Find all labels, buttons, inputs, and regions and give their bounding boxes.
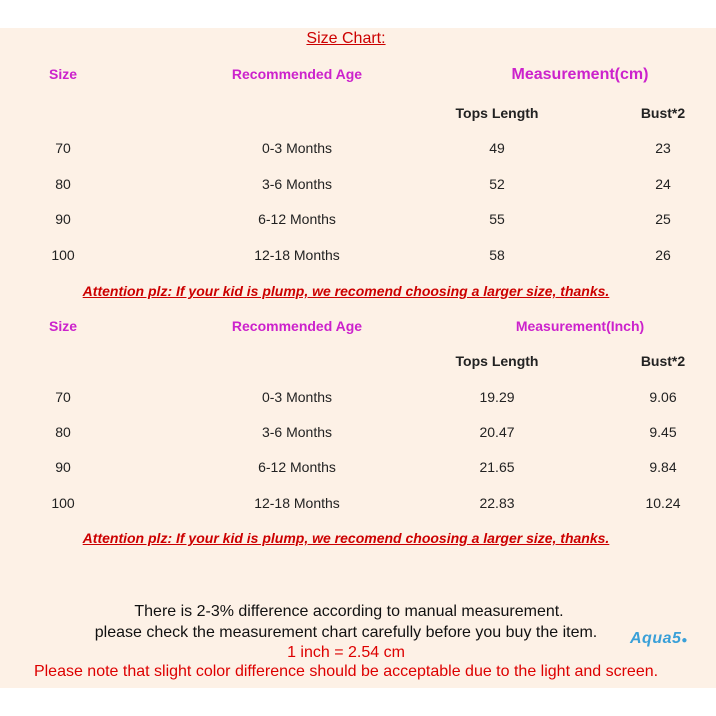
subheader-tops-length: Tops Length [455,105,539,121]
cell-age: 3-6 Months [261,424,333,440]
subheader-bust: Bust*2 [640,105,686,121]
cell-age: 3-6 Months [261,176,333,192]
check-chart-note: please check the measurement chart carefully before you buy the item. [94,624,598,641]
attention-note: Attention plz: If your kid is plump, we recomend choosing a larger size, thanks. [82,530,610,546]
cell-size: 80 [55,176,71,192]
cell-size: 90 [55,459,71,475]
cell-bust: 24 [655,176,671,192]
cell-tops-length: 58 [489,247,505,263]
cell-size: 100 [51,247,75,263]
cell-age: 0-3 Months [261,140,333,156]
cell-size: 90 [55,211,71,227]
cell-tops-length: 20.47 [479,424,515,440]
cell-age: 12-18 Months [254,495,340,511]
cell-tops-length: 22.83 [479,495,515,511]
cell-bust: 10.24 [645,495,681,511]
cell-age: 6-12 Months [258,211,336,227]
cell-bust: 9.45 [649,424,677,440]
color-difference-note: Please note that slight color difference should be acceptable due to the light and screen. [33,663,659,680]
subheader-bust: Bust*2 [640,353,686,369]
cell-bust: 26 [655,247,671,263]
attention-note: Attention plz: If your kid is plump, we recomend choosing a larger size, thanks. [82,283,610,299]
cell-age: 12-18 Months [254,247,340,263]
cell-size: 80 [55,424,71,440]
header-recommended-age: Recommended Age [231,318,363,334]
cell-bust: 9.06 [649,389,677,405]
header-recommended-age: Recommended Age [231,66,363,82]
cell-tops-length: 55 [489,211,505,227]
cell-bust: 9.84 [649,459,677,475]
inch-conversion: 1 inch = 2.54 cm [287,644,405,661]
header-size: Size [48,318,78,334]
cell-tops-length: 52 [489,176,505,192]
cell-size: 70 [55,389,71,405]
cell-size: 70 [55,140,71,156]
brand-logo [630,630,688,648]
cell-size: 100 [51,495,75,511]
cell-tops-length: 21.65 [479,459,515,475]
cell-tops-length: 49 [489,140,505,156]
size-chart-panel [0,28,716,688]
subheader-tops-length: Tops Length [455,353,539,369]
cell-tops-length: 19.29 [479,389,515,405]
header-size: Size [48,66,78,82]
header-measurement: Measurement(Inch) [515,318,645,334]
cell-bust: 25 [655,211,671,227]
measurement-difference-note: There is 2-3% difference according to manual measurement. [134,603,564,620]
page-title: Size Chart: [306,30,386,47]
header-measurement: Measurement(cm) [511,66,649,83]
cell-bust: 23 [655,140,671,156]
logo-text: Aqua5 [630,630,682,647]
cell-age: 0-3 Months [261,389,333,405]
logo-dot-icon: ● [681,635,688,646]
cell-age: 6-12 Months [258,459,336,475]
